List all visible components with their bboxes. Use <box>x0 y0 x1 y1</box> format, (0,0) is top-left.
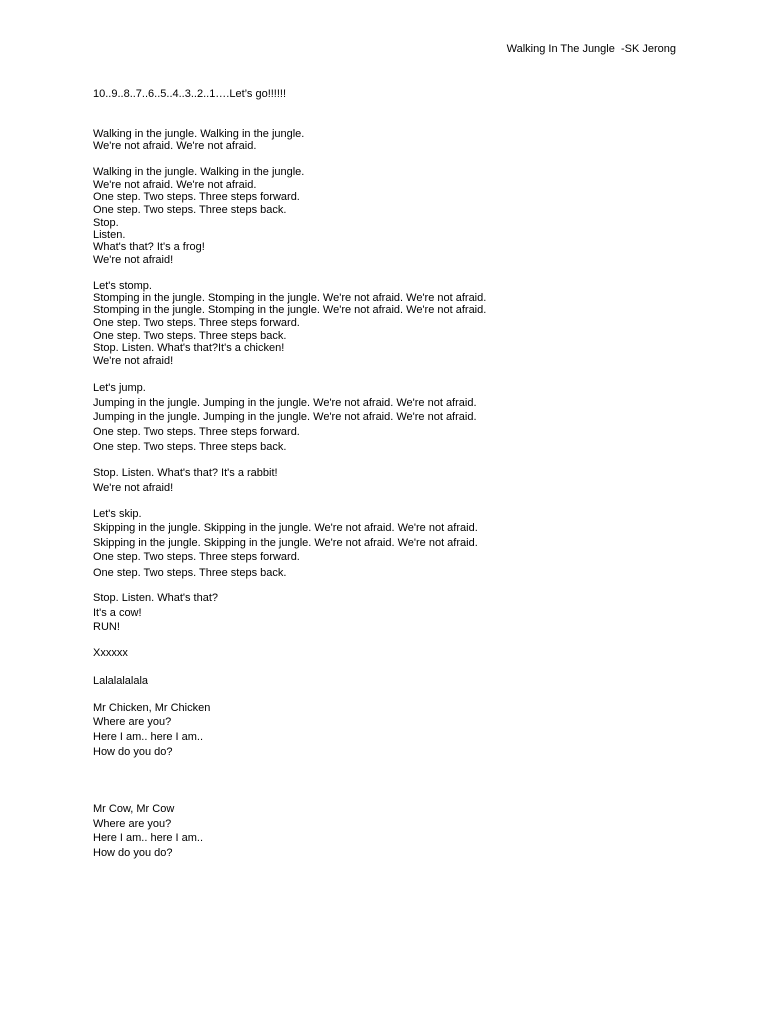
text-line: Walking in the jungle. Walking in the jungle. <box>93 128 305 140</box>
text-line: One step. Two steps. Three steps back. <box>93 441 287 453</box>
text-line: Mr Chicken, Mr Chicken <box>93 702 211 714</box>
text-line: We're not afraid! <box>93 254 174 266</box>
text-line: Stop. Listen. What's that? It's a rabbit! <box>93 467 278 479</box>
text-line: Let's stomp. <box>93 280 152 292</box>
text-line: Skipping in the jungle. Skipping in the jungle. We're not afraid. We're not afraid. <box>93 522 478 534</box>
page-header-title: Walking In The Jungle -SK Jerong <box>506 43 676 55</box>
text-line: RUN! <box>93 621 120 633</box>
text-line: Stomping in the jungle. Stomping in the jungle. We're not afraid. We're not afraid. <box>93 292 487 304</box>
text-line: What's that? It's a frog! <box>93 241 205 253</box>
text-line: Listen. <box>93 229 126 241</box>
text-line: One step. Two steps. Three steps forward. <box>93 191 300 203</box>
text-line: We're not afraid. We're not afraid. <box>93 140 257 152</box>
text-line: It's a cow! <box>93 607 142 619</box>
text-line: Where are you? <box>93 716 172 728</box>
text-line: Here I am.. here I am.. <box>93 731 204 743</box>
text-line: One step. Two steps. Three steps forward. <box>93 426 300 438</box>
text-line: Stop. <box>93 217 119 229</box>
text-line: One step. Two steps. Three steps forward. <box>93 317 300 329</box>
text-line: Where are you? <box>93 818 172 830</box>
text-line: Skipping in the jungle. Skipping in the jungle. We're not afraid. We're not afraid. <box>93 537 478 549</box>
text-line: One step. Two steps. Three steps forward. <box>93 551 300 563</box>
text-line: Here I am.. here I am.. <box>93 832 204 844</box>
text-line: We're not afraid! <box>93 482 174 494</box>
text-line: Stomping in the jungle. Stomping in the jungle. We're not afraid. We're not afraid. <box>93 304 487 316</box>
text-line: Walking in the jungle. Walking in the jungle. <box>93 166 305 178</box>
text-line: How do you do? <box>93 847 173 859</box>
text-line: Jumping in the jungle. Jumping in the jungle. We're not afraid. We're not afraid. <box>93 397 477 409</box>
text-line: How do you do? <box>93 746 173 758</box>
text-line: We're not afraid. We're not afraid. <box>93 179 257 191</box>
text-line: One step. Two steps. Three steps back. <box>93 204 287 216</box>
text-line: Stop. Listen. What's that?It's a chicken! <box>93 342 285 354</box>
text-line: 10..9..8..7..6..5..4..3..2..1….Let’s go!!!!!! <box>93 88 287 100</box>
text-line: Let's skip. <box>93 508 142 520</box>
text-line: Jumping in the jungle. Jumping in the jungle. We're not afraid. We're not afraid. <box>93 411 477 423</box>
text-line: Stop. Listen. What's that? <box>93 592 219 604</box>
text-line: We're not afraid! <box>93 355 174 367</box>
text-line: Xxxxxx <box>93 647 128 659</box>
text-line: Mr Cow, Mr Cow <box>93 803 175 815</box>
text-line: One step. Two steps. Three steps back. <box>93 330 287 342</box>
text-line: Lalalalalala <box>93 675 149 687</box>
text-line: One step. Two steps. Three steps back. <box>93 567 287 579</box>
text-line: Let's jump. <box>93 382 146 394</box>
